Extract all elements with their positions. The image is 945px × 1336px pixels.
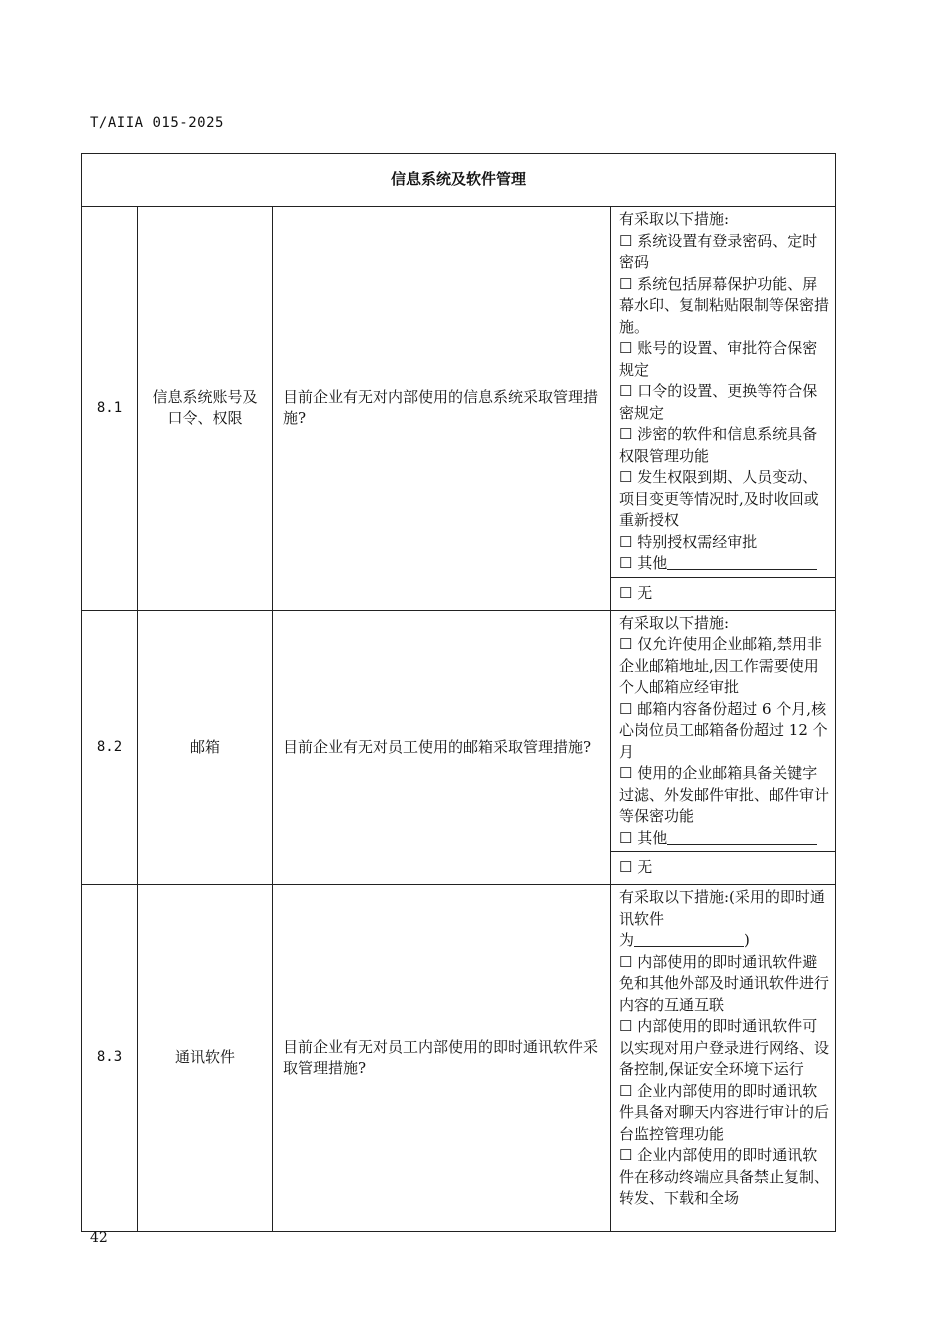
checkbox-option[interactable]: ☐ 特别授权需经审批 bbox=[619, 532, 758, 551]
checkbox-option[interactable]: ☐ 企业内部使用的即时通讯软件在移动终端应具备禁止复制、转发、下载和全场 bbox=[619, 1146, 830, 1207]
measures-cell bbox=[611, 885, 836, 1232]
checkbox-option[interactable]: ☐ 系统包括屏幕保护功能、屏幕水印、复制粘贴限制等保密措施。 bbox=[619, 274, 830, 336]
item-name bbox=[138, 207, 273, 611]
table-row-8-3 bbox=[82, 885, 836, 1232]
checkbox-option[interactable]: ☐ 口令的设置、更换等符合保密规定 bbox=[619, 382, 818, 422]
checkbox-option[interactable]: ☐ 仅允许使用企业邮箱,禁用非企业邮箱地址,因工作需要使用个人邮箱应经审批 bbox=[619, 635, 822, 696]
measures-intro-blank[interactable]: 为 ) bbox=[619, 931, 750, 949]
checkbox-option[interactable]: ☐ 涉密的软件和信息系统具备权限管理功能 bbox=[619, 425, 818, 465]
checkbox-option[interactable]: ☐ 内部使用的即时通讯软件避免和其他外部及时通讯软件进行内容的互通互联 bbox=[619, 952, 830, 1014]
table-row-8-1 bbox=[82, 207, 836, 578]
table-row-8-2 bbox=[82, 610, 836, 852]
item-question: 目前企业有无对员工内部使用的即时通讯软件采取管理措施? bbox=[273, 885, 611, 1232]
document-code: T/AIIA 015-2025 bbox=[90, 115, 224, 131]
checkbox-option[interactable]: ☐ 账号的设置、审批符合保密规定 bbox=[619, 339, 818, 379]
item-number: 8.2 bbox=[82, 610, 138, 885]
measures-intro: 有采取以下措施:(采用的即时通讯软件 bbox=[619, 888, 825, 928]
table-title-row bbox=[82, 154, 836, 207]
item-number: 8.3 bbox=[82, 885, 138, 1232]
checkbox-option[interactable]: ☐ 系统设置有登录密码、定时密码 bbox=[619, 231, 818, 271]
item-name-line: 信息系统账号及 bbox=[152, 387, 258, 406]
checkbox-option[interactable]: ☐ 发生权限到期、人员变动、项目变更等情况时,及时收回或重新授权 bbox=[619, 468, 819, 529]
table-title: 信息系统及软件管理 bbox=[82, 154, 836, 207]
checkbox-option-other[interactable]: ☐ 其他 bbox=[619, 828, 829, 850]
checkbox-option[interactable]: ☐ 企业内部使用的即时通讯软件具备对聊天内容进行审计的后台监控管理功能 bbox=[619, 1081, 830, 1143]
checkbox-option-none[interactable]: ☐ 无 bbox=[611, 577, 836, 610]
item-question: 目前企业有无对员工使用的邮箱采取管理措施? bbox=[273, 610, 611, 885]
item-number: 8.1 bbox=[82, 207, 138, 611]
checkbox-option[interactable]: ☐ 内部使用的即时通讯软件可以实现对用户登录进行网络、设备控制,保证安全环境下运行 bbox=[619, 1017, 830, 1078]
fill-in-blank[interactable] bbox=[667, 554, 817, 570]
checkbox-option[interactable]: ☐ 使用的企业邮箱具备关键字过滤、外发邮件审批、邮件审计等保密功能 bbox=[619, 764, 830, 825]
measures-cell bbox=[611, 610, 836, 852]
item-question: 目前企业有无对内部使用的信息系统采取管理措施? bbox=[273, 207, 611, 611]
fill-in-blank[interactable] bbox=[634, 931, 744, 947]
checkbox-option-none[interactable]: ☐ 无 bbox=[611, 852, 836, 885]
item-name-line: 口令、权限 bbox=[167, 409, 243, 428]
measures-cell bbox=[611, 207, 836, 578]
fill-in-blank[interactable] bbox=[667, 829, 817, 845]
item-name: 通讯软件 bbox=[138, 885, 273, 1232]
page-number: 42 bbox=[90, 1230, 108, 1246]
measures-intro: 有采取以下措施: bbox=[619, 613, 730, 632]
checkbox-option[interactable]: ☐ 邮箱内容备份超过 6 个月,核心岗位员工邮箱备份超过 12 个月 bbox=[619, 699, 828, 761]
measures-intro: 有采取以下措施: bbox=[619, 210, 730, 228]
item-name: 邮箱 bbox=[138, 610, 273, 885]
info-system-management-table bbox=[81, 153, 836, 1232]
checkbox-option-other[interactable]: ☐ 其他 bbox=[619, 553, 829, 575]
